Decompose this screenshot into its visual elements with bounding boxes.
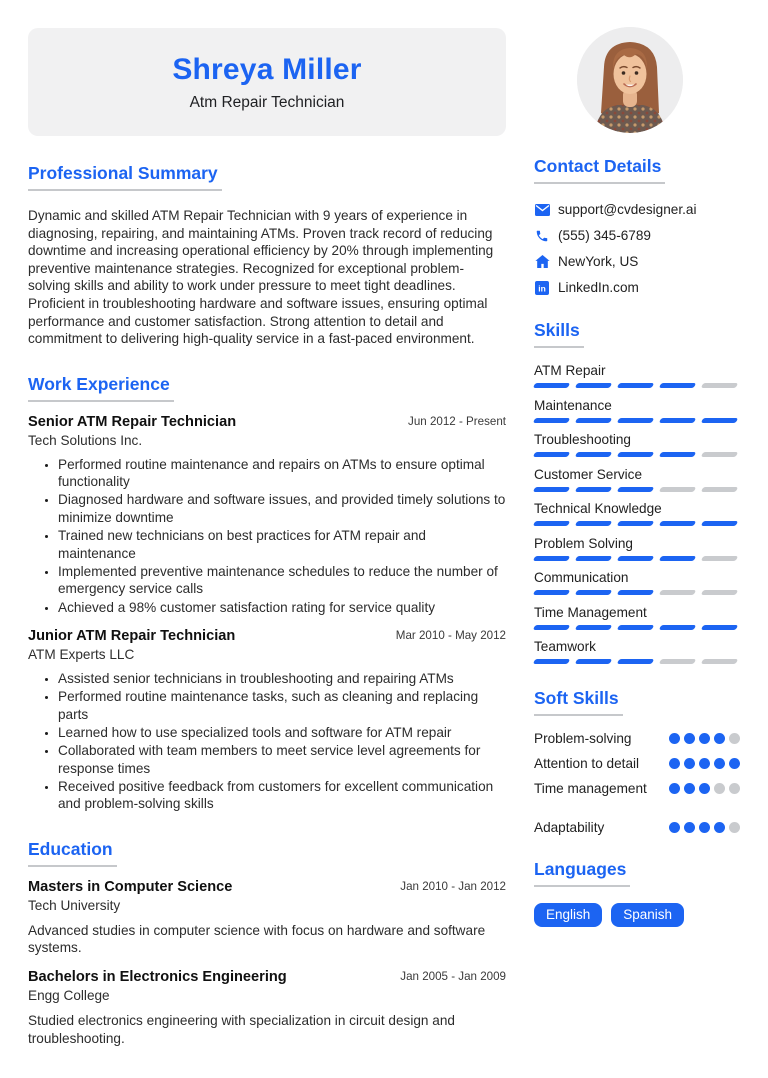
skill-list	[534, 363, 740, 664]
skill-item	[534, 536, 740, 561]
meter-segment	[617, 659, 655, 664]
section-education	[28, 839, 506, 1047]
meter-segment	[659, 452, 697, 457]
education-dates: Jan 2010 - Jan 2012	[400, 879, 506, 893]
contact-row[interactable]	[534, 201, 740, 218]
section-contact	[534, 156, 740, 296]
skill-item	[534, 639, 740, 664]
skill-name: Problem Solving	[534, 535, 633, 551]
bullet-item: • Implemented preventive maintenance schedules to reduce the number of emergency service calls	[58, 563, 506, 598]
meter-segment	[617, 418, 655, 423]
job-list	[28, 414, 506, 813]
job-entry	[28, 414, 506, 616]
meter-segment	[533, 590, 571, 595]
meter-segment	[575, 590, 613, 595]
bullet-item: • Diagnosed hardware and software issues, and provided timely solutions to minimize downtime	[58, 491, 506, 526]
meter-segment	[617, 590, 655, 595]
experience-heading: Work Experience	[28, 374, 174, 402]
soft-skill-level-meter	[665, 758, 740, 770]
header-card	[28, 28, 506, 136]
section-languages	[534, 859, 740, 927]
section-soft-skills	[534, 688, 740, 835]
meter-segment	[659, 625, 697, 630]
language-pill[interactable]: Spanish	[611, 903, 684, 927]
meter-segment	[659, 383, 697, 388]
email-icon	[535, 204, 550, 216]
contact-value[interactable]: NewYork, US	[558, 254, 639, 269]
skill-item	[534, 432, 740, 457]
svg-text:in: in	[538, 283, 546, 294]
meter-segment	[533, 452, 571, 457]
meter-segment	[575, 659, 613, 664]
meter-segment	[659, 659, 697, 664]
soft-skill-row	[534, 756, 740, 771]
education-list	[28, 879, 506, 1047]
meter-segment	[701, 418, 739, 423]
linkedin-icon	[534, 280, 550, 296]
meter-segment	[714, 783, 726, 795]
meter-segment	[669, 822, 681, 834]
skills-heading: Skills	[534, 320, 584, 348]
phone-icon	[535, 229, 549, 243]
skill-level-meter	[534, 521, 740, 526]
skill-name: Technical Knowledge	[534, 501, 662, 516]
meter-segment	[669, 758, 681, 770]
education-entry	[28, 969, 506, 1047]
skill-name: Maintenance	[534, 397, 612, 413]
education-entry	[28, 879, 506, 957]
skill-level-meter	[534, 452, 740, 457]
meter-segment	[699, 822, 711, 834]
meter-segment	[699, 733, 711, 745]
bullet-item: • Assisted senior technicians in troubleshooting and repairing ATMs	[58, 670, 506, 688]
contact-row[interactable]	[534, 227, 740, 244]
skill-level-meter	[534, 383, 740, 388]
bullet-item: • Trained new technicians on best practices for ATM repair and maintenance	[58, 527, 506, 562]
education-entry-head	[28, 969, 506, 985]
meter-segment	[714, 758, 726, 770]
meter-segment	[684, 733, 696, 745]
soft-skill-row	[534, 731, 740, 746]
language-pill[interactable]: English	[534, 903, 602, 927]
linkedin-icon	[535, 281, 549, 295]
candidate-job-title: Atm Repair Technician	[189, 93, 345, 111]
skill-level-meter	[534, 625, 740, 630]
profile-photo-illustration	[577, 27, 683, 133]
meter-segment	[659, 556, 697, 561]
meter-segment	[701, 383, 739, 388]
skill-name: Customer Service	[534, 466, 643, 482]
meter-segment	[659, 418, 697, 423]
skill-name: Time Management	[534, 604, 647, 620]
meter-segment	[701, 590, 739, 595]
meter-segment	[701, 521, 739, 526]
skill-item	[534, 501, 740, 526]
degree-title: Bachelors in Electronics Engineering	[28, 969, 287, 986]
skill-name: ATM Repair	[534, 363, 606, 378]
meter-segment	[701, 452, 739, 457]
meter-segment	[617, 452, 655, 457]
soft-skill-name: Problem-solving	[534, 731, 632, 746]
summary-heading: Professional Summary	[28, 163, 222, 191]
meter-segment	[669, 733, 681, 745]
contact-value[interactable]: (555) 345-6789	[558, 228, 651, 243]
education-description: Advanced studies in computer science with focus on hardware and software systems.	[28, 922, 486, 956]
meter-segment	[714, 822, 726, 834]
languages-heading: Languages	[534, 859, 630, 887]
job-company: Tech Solutions Inc.	[28, 432, 143, 448]
candidate-name: Shreya Miller	[172, 52, 362, 86]
job-title: Junior ATM Repair Technician	[28, 628, 236, 645]
meter-segment	[659, 521, 697, 526]
meter-segment	[575, 521, 613, 526]
language-list	[534, 903, 740, 927]
contact-list	[534, 201, 740, 296]
meter-segment	[701, 659, 739, 664]
meter-segment	[699, 758, 711, 770]
summary-text: Dynamic and skilled ATM Repair Technician with 9 years of experience in diagnosing, repairing, and maintaining ATMs. Proven track record of reducing downtime and increasing operational efficiency by 20% through implementing preventive maintenance strategies. Recognized for exceptional problem-solving skills and ability to work under pressure to meet tight deadlines. Proficient in troubleshooting hardware and software issues, ensuring optimal performance and customer satisfaction. Strong attention to detail and commitment to delivering high-quality service in a fast-paced environment.	[28, 208, 494, 347]
skill-name: Troubleshooting	[534, 432, 631, 447]
skill-item	[534, 467, 740, 492]
skill-item	[534, 398, 740, 423]
meter-segment	[684, 822, 696, 834]
degree-title: Masters in Computer Science	[28, 878, 233, 895]
profile-photo	[577, 27, 683, 133]
soft-skill-row	[534, 781, 740, 796]
section-summary	[28, 163, 506, 348]
meter-segment	[575, 452, 613, 457]
meter-segment	[659, 590, 697, 595]
meter-segment	[533, 487, 571, 492]
phone-icon	[534, 228, 550, 244]
job-dates: Mar 2010 - May 2012	[395, 629, 506, 643]
meter-segment	[575, 487, 613, 492]
meter-segment	[669, 783, 681, 795]
school-name: Engg College	[28, 988, 110, 1004]
meter-segment	[729, 822, 741, 834]
meter-segment	[533, 383, 571, 388]
meter-segment	[575, 418, 613, 423]
meter-segment	[533, 521, 571, 526]
education-entry-head	[28, 879, 506, 895]
soft-skill-level-meter	[665, 822, 740, 834]
meter-segment	[729, 758, 741, 770]
meter-segment	[714, 733, 726, 745]
job-entry-head	[28, 414, 506, 430]
soft-skill-name: Attention to detail	[534, 756, 640, 771]
meter-segment	[701, 625, 739, 630]
sidebar-column	[534, 156, 740, 927]
skill-item	[534, 363, 740, 388]
bullet-item: • Performed routine maintenance tasks, such as cleaning and replacing parts	[58, 688, 506, 723]
meter-segment	[617, 625, 655, 630]
home-icon	[534, 254, 550, 270]
meter-segment	[701, 487, 739, 492]
bullet-item: • Learned how to use specialized tools and software for ATM repair	[58, 724, 506, 742]
soft-skill-list	[534, 731, 740, 835]
job-company: ATM Experts LLC	[28, 647, 135, 663]
meter-segment	[533, 659, 571, 664]
bullet-item: • Achieved a 98% customer satisfaction rating for service quality	[58, 599, 506, 617]
meter-segment	[617, 487, 655, 492]
job-dates: Jun 2012 - Present	[408, 414, 506, 428]
bullet-item: • Received positive feedback from customers for excellent communication and problem-solving skills	[58, 778, 506, 813]
soft-skill-level-meter	[665, 733, 740, 745]
soft-skill-name: Adaptability	[534, 820, 605, 835]
skill-level-meter	[534, 487, 740, 492]
main-column	[28, 163, 506, 1047]
meter-segment	[701, 556, 739, 561]
contact-value[interactable]: support@cvdesigner.ai	[558, 202, 697, 217]
skill-name: Teamwork	[534, 639, 596, 654]
job-bullet-list	[28, 456, 506, 616]
skill-level-meter	[534, 418, 740, 423]
email-icon	[534, 202, 550, 218]
meter-segment	[533, 556, 571, 561]
education-description: Studied electronics engineering with specialization in circuit design and troubleshooting.	[28, 1013, 455, 1046]
contact-row[interactable]	[534, 253, 740, 270]
soft-skill-row	[534, 820, 740, 835]
home-icon	[535, 255, 550, 268]
meter-segment	[699, 783, 711, 795]
skill-level-meter	[534, 556, 740, 561]
meter-segment	[575, 383, 613, 388]
education-dates: Jan 2005 - Jan 2009	[400, 970, 506, 984]
meter-segment	[684, 783, 696, 795]
section-experience	[28, 374, 506, 813]
education-heading: Education	[28, 839, 117, 867]
skill-level-meter	[534, 590, 740, 595]
bullet-item: • Performed routine maintenance and repairs on ATMs to ensure optimal functionality	[58, 456, 506, 491]
soft-skill-level-meter	[665, 783, 740, 795]
skill-item	[534, 605, 740, 630]
meter-segment	[729, 783, 741, 795]
skill-item	[534, 570, 740, 595]
soft-skills-heading: Soft Skills	[534, 688, 623, 716]
meter-segment	[617, 556, 655, 561]
skill-name: Communication	[534, 570, 629, 585]
bullet-item: • Collaborated with team members to meet service level agreements for response times	[58, 742, 506, 777]
meter-segment	[575, 556, 613, 561]
meter-segment	[684, 758, 696, 770]
school-name: Tech University	[28, 897, 121, 913]
soft-skill-name: Time management	[534, 781, 647, 796]
skill-level-meter	[534, 659, 740, 664]
job-entry-head	[28, 628, 506, 644]
meter-segment	[533, 625, 571, 630]
meter-segment	[617, 521, 655, 526]
meter-segment	[575, 625, 613, 630]
job-entry	[28, 628, 506, 813]
job-title: Senior ATM Repair Technician	[28, 413, 237, 430]
job-bullet-list	[28, 670, 506, 813]
meter-segment	[617, 383, 655, 388]
meter-segment	[659, 487, 697, 492]
meter-segment	[533, 418, 571, 423]
meter-segment	[729, 733, 741, 745]
contact-value[interactable]: LinkedIn.com	[558, 280, 639, 295]
contact-heading: Contact Details	[534, 156, 665, 184]
section-skills	[534, 320, 740, 664]
contact-row[interactable]	[534, 279, 740, 296]
